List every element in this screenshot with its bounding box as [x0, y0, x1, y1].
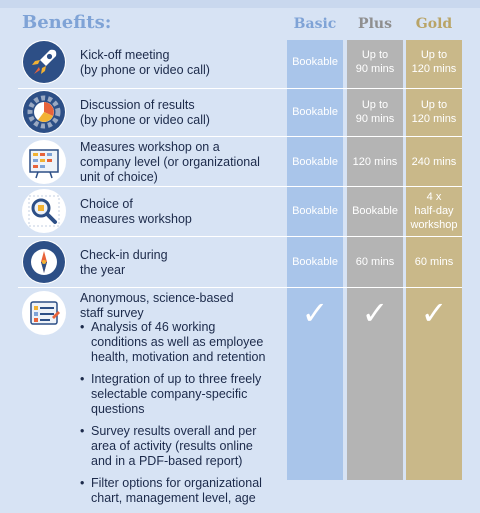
checkin-plus-cell: 60 mins	[355, 256, 395, 268]
discussion-basic-cell: Bookable	[292, 106, 338, 118]
row-choice-workshop-label: Choice of measures workshop	[80, 197, 192, 226]
compass-icon	[22, 240, 66, 284]
kickoff-plus-cell: Up to 90 mins	[355, 49, 395, 75]
magnifier-icon	[22, 189, 66, 233]
row-discussion-label: Discussion of results (by phone or video call)	[80, 98, 210, 127]
workshop-board-icon	[22, 140, 66, 184]
row-measures-workshop-label: Measures workshop on a company level (or organizational unit of choice)	[80, 140, 260, 184]
survey-bullet-list	[80, 320, 272, 513]
table-header	[0, 8, 480, 40]
discussion-gold-cell: Up to 120 mins	[411, 99, 457, 125]
list-item: • Integration of up to three freely selectable company-specific questions	[80, 372, 272, 417]
row-checkin-label: Check-in during the year	[80, 248, 168, 277]
row-divider	[18, 287, 462, 288]
measures-workshop-gold-cell: 240 mins	[411, 156, 457, 168]
discussion-plus-cell: Up to 90 mins	[355, 99, 395, 125]
row-divider	[18, 186, 462, 187]
top-band	[0, 0, 480, 8]
row-divider	[18, 236, 462, 237]
list-item: • Filter options for organizational chart, management level, age	[80, 476, 272, 506]
choice-workshop-plus-cell: Bookable	[352, 205, 398, 217]
choice-workshop-gold-cell: 4 x half-day workshop	[410, 191, 458, 231]
list-item: • Survey results overall and per area of activity (results online and in a PDF-based report)	[80, 424, 272, 469]
choice-workshop-basic-cell: Bookable	[292, 205, 338, 217]
row-survey-label: Anonymous, science-based staff survey	[80, 291, 234, 320]
row-divider	[18, 136, 462, 137]
survey-basic-check: ✓	[301, 295, 329, 331]
checkin-gold-cell: 60 mins	[414, 256, 454, 268]
measures-workshop-basic-cell: Bookable	[292, 156, 338, 168]
plan-plus-header: Plus	[358, 16, 392, 32]
plan-gold-header: Gold	[415, 16, 453, 32]
measures-workshop-plus-cell: 120 mins	[352, 156, 398, 168]
benefits-title: Benefits:	[22, 12, 112, 33]
kickoff-basic-cell: Bookable	[292, 56, 338, 68]
gear-chart-icon	[22, 90, 66, 134]
checkin-basic-cell: Bookable	[292, 256, 338, 268]
plan-basic-header: Basic	[293, 16, 337, 32]
list-item: • Analysis of 46 working conditions as well as employee health, motivation and retention	[80, 320, 272, 365]
survey-icon	[22, 291, 66, 335]
survey-gold-check: ✓	[420, 295, 448, 331]
rocket-icon	[22, 40, 66, 84]
survey-plus-check: ✓	[361, 295, 389, 331]
row-kickoff-label: Kick-off meeting (by phone or video call)	[80, 48, 210, 77]
kickoff-gold-cell: Up to 120 mins	[411, 49, 457, 75]
row-divider	[18, 88, 462, 89]
